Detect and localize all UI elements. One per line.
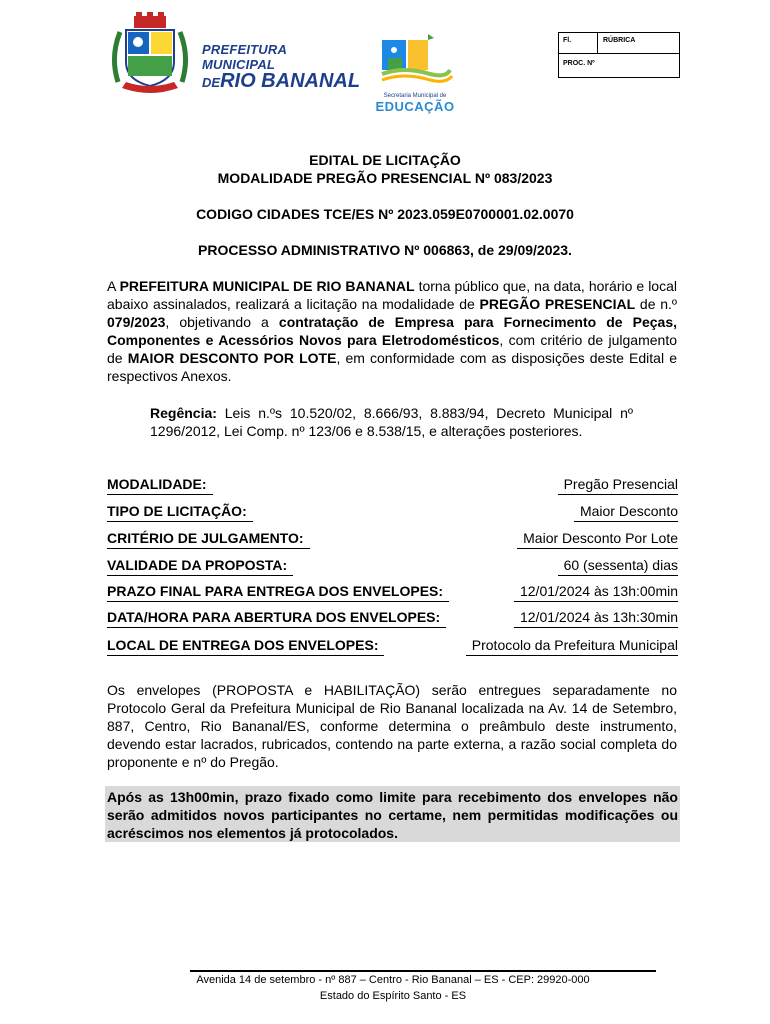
row-value: Maior Desconto (579, 503, 678, 519)
edital-title: EDITAL DE LICITAÇÃO (309, 152, 461, 168)
prefeitura-line1: PREFEITURA MUNICIPAL (202, 42, 287, 72)
modalidade-title: MODALIDADE PREGÃO PRESENCIAL Nº 083/2023 (217, 170, 553, 186)
row-gap (213, 492, 558, 497)
row-value: Pregão Presencial (563, 476, 678, 492)
stamp-proc: PROC. Nº (563, 60, 595, 67)
row-underline (107, 627, 678, 628)
footer-address: Avenida 14 de setembro - nº 887 – Centro - Rio Bananal – ES - CEP: 29920-000 (196, 974, 590, 986)
regencia-paragraph (150, 404, 633, 440)
row-gap (384, 653, 466, 658)
info-row (107, 503, 678, 521)
row-label: DATA/HORA PARA ABERTURA DOS ENVELOPES: (107, 609, 441, 625)
educacao-logo (374, 30, 456, 116)
municipal-crest-logo (108, 12, 192, 98)
prefeitura-city: RIO BANANAL (220, 70, 361, 92)
envelopes-paragraph: Os envelopes (PROPOSTA e HABILITAÇÃO) serão entregues separadamente no Protocolo Geral da Prefeitura Municipal de Rio Bananal localizada na Av. 14 de Setembro, 887, Centro, Rio Bananal/ES, conforme determina o preâmbulo deste instrumento, devendo estar lacrados, rubricados, contendo na parte externa, a razão social completa do proponente e nº do Pregão. (107, 682, 677, 770)
stamp-fl: Fl. (563, 37, 572, 44)
info-row (107, 476, 678, 494)
row-label: PRAZO FINAL PARA ENTREGA DOS ENVELOPES: (107, 583, 444, 599)
row-label: CRITÉRIO DE JULGAMENTO: (107, 530, 304, 546)
intro-paragraph: A PREFEITURA MUNICIPAL DE RIO BANANAL torna público que, na data, horário e local abaixo assinalados, realizará a licitação na modalidade de PREGÃO PRESENCIAL de n.º 079/2023, objetivando a contratação de Empresa para Fornecimento de Peças, Componentes e Acessórios Novos para Eletrodomésticos, com critério de julgamento de MAIOR DESCONTO POR LOTE, em conformidade com as disposições deste Edital e respectivos Anexos. (107, 278, 677, 384)
row-label: TIPO DE LICITAÇÃO: (107, 503, 247, 519)
info-row (107, 637, 678, 655)
row-value: Maior Desconto Por Lote (523, 530, 678, 546)
row-label: VALIDADE DA PROPOSTA: (107, 557, 288, 573)
info-row (107, 557, 678, 575)
row-gap (446, 625, 514, 630)
row-underline (107, 601, 678, 602)
row-label: MODALIDADE: (107, 476, 207, 492)
regencia-text: Leis n.ºs 10.520/02, 8.666/93, 8.883/94, Decreto Municipal nº 1296/2012, Lei Comp. nº 123/06 e 8.538/15, e alterações posteriores. (150, 405, 633, 439)
row-value: 12/01/2024 às 13h:30min (519, 609, 678, 625)
row-value: 60 (sessenta) dias (563, 557, 678, 573)
processo-line: PROCESSO ADMINISTRATIVO Nº 006863, de 29/09/2023. (198, 242, 572, 258)
notice-text: Após as 13h00min, prazo fixado como limite para recebimento dos envelopes não serão admitidos novos participantes no certame, nem permitidas modificações ou acréscimos nos elementos já protocolados. (107, 789, 678, 841)
row-gap (293, 573, 558, 578)
book-icon (374, 30, 456, 88)
stamp-rubrica: RÚBRICA (603, 37, 636, 44)
regencia-label: Regência: (150, 405, 217, 421)
footer-divider (190, 970, 656, 972)
row-value: 12/01/2024 às 13h:00min (519, 583, 678, 599)
info-row (107, 609, 678, 627)
footer-state: Estado do Espírito Santo - ES (319, 990, 467, 1002)
prefeitura-logo (202, 42, 362, 92)
notice-box (105, 786, 680, 842)
row-gap (310, 546, 517, 551)
row-value: Protocolo da Prefeitura Municipal (471, 637, 678, 653)
row-gap (449, 599, 514, 604)
row-gap (253, 519, 574, 524)
codigo-line: CODIGO CIDADES TCE/ES Nº 2023.059E0700001.02.0070 (196, 206, 574, 222)
edu-subtitle: Secretaria Municipal de (383, 93, 447, 99)
prefeitura-de: DE (202, 75, 221, 90)
row-label: LOCAL DE ENTREGA DOS ENVELOPES: (107, 637, 379, 653)
info-row (107, 530, 678, 548)
protocol-stamp-box (558, 32, 680, 78)
info-row (107, 583, 678, 601)
edu-title: EDUCAÇÃO (375, 99, 455, 114)
